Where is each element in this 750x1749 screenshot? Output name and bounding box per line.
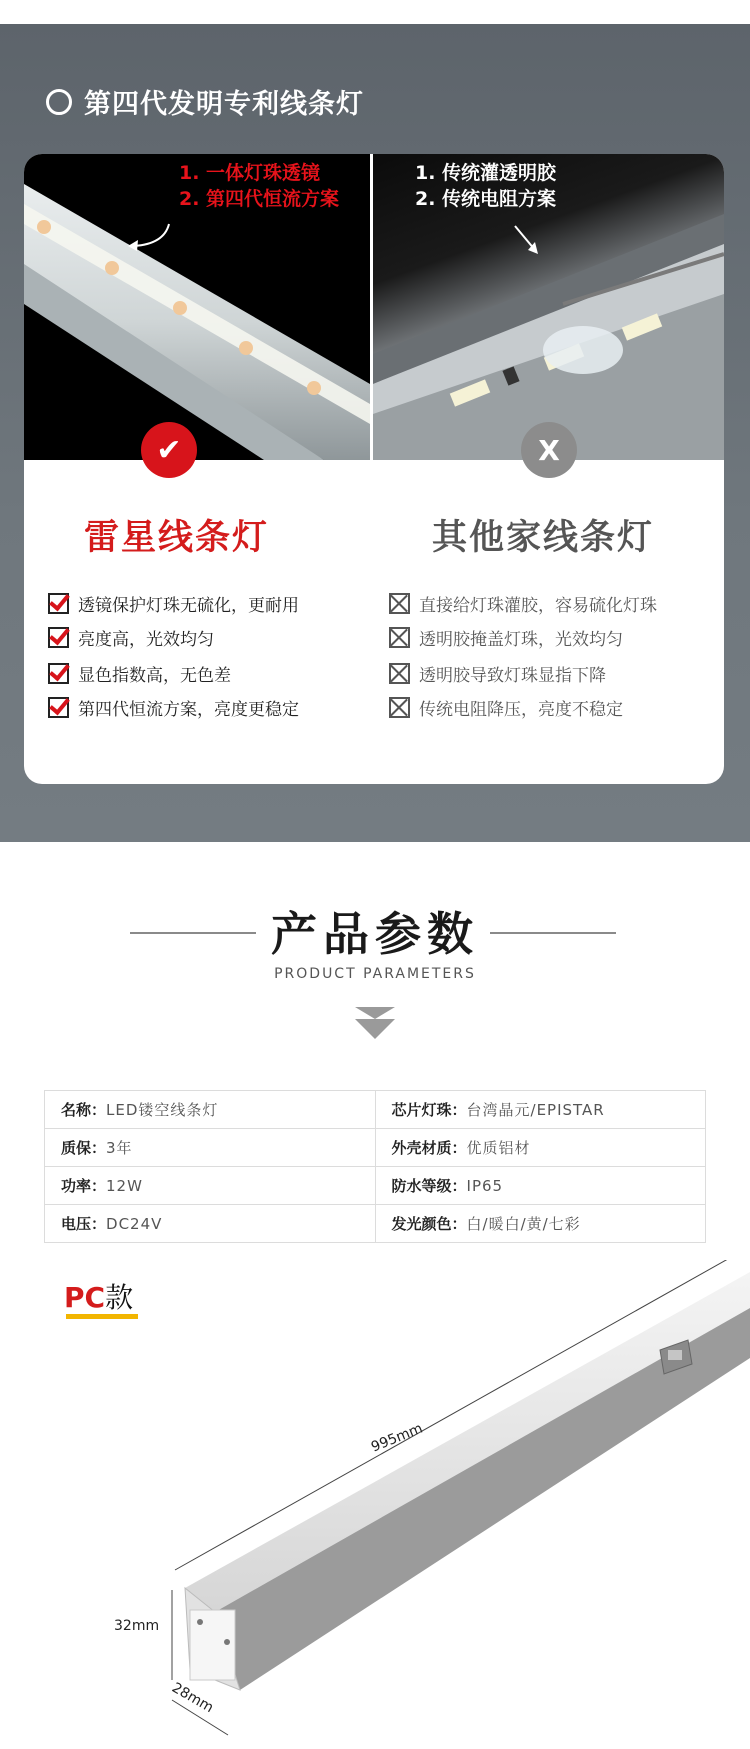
caption-others-line2: 2. 传统电阻方案 (415, 188, 557, 210)
feature-text: 透镜保护灯珠无硫化，更耐用 (78, 595, 299, 616)
dimension-length: 995mm (368, 1420, 426, 1456)
pc-model-label (64, 1276, 133, 1316)
checkbox-checked-icon (48, 593, 69, 614)
product-dimension-drawing (0, 1260, 750, 1749)
spec-value: 台湾晶元/EPISTAR (466, 1101, 605, 1119)
feature-item (48, 690, 299, 724)
spec-cell (45, 1091, 376, 1129)
spec-key: 功率： (61, 1177, 107, 1195)
feature-list-ours (48, 586, 299, 724)
spec-value: LED镂空线条灯 (106, 1101, 219, 1119)
product-photo-ours (24, 154, 370, 460)
spec-cell (45, 1205, 376, 1243)
checkbox-checked-icon (48, 663, 69, 684)
params-title: 产品参数 (271, 907, 479, 961)
spec-key: 电压： (61, 1215, 107, 1233)
x-badge-icon: X (521, 422, 577, 478)
feature-text: 传统电阻降压，亮度不稳定 (419, 699, 623, 720)
table-row (45, 1129, 706, 1167)
spec-cell (45, 1167, 376, 1205)
chevron-down-icon (353, 1005, 397, 1041)
comparison-section (0, 24, 750, 842)
params-subtitle: PRODUCT PARAMETERS (274, 966, 476, 982)
spec-value: 12W (106, 1177, 143, 1195)
feature-text: 透明胶掩盖灯珠，光效均匀 (419, 629, 623, 650)
dimension-height: 32mm (114, 1618, 160, 1634)
spec-key: 发光颜色： (391, 1215, 467, 1233)
feature-text: 显色指数高，无色差 (78, 665, 231, 686)
spec-value: DC24V (106, 1215, 163, 1233)
spec-key: 外壳材质： (391, 1139, 467, 1157)
spec-key: 名称： (61, 1101, 107, 1119)
spec-key: 防水等级： (391, 1177, 467, 1195)
pc-label-red: PC (64, 1281, 106, 1314)
checkbox-checked-icon (48, 627, 69, 648)
heading-others: 其他家线条灯 (432, 518, 655, 558)
table-row (45, 1167, 706, 1205)
checkbox-crossed-icon (389, 663, 410, 684)
spec-cell (45, 1129, 376, 1167)
spec-value: 白/暖白/黄/七彩 (466, 1215, 581, 1233)
feature-text: 透明胶导致灯珠显指下降 (419, 665, 606, 686)
caption-ours-line2: 2. 第四代恒流方案 (179, 188, 340, 210)
comparison-card (24, 154, 724, 784)
spec-cell (375, 1205, 706, 1243)
spec-value: IP65 (466, 1177, 504, 1195)
feature-item (389, 586, 657, 620)
table-row (45, 1091, 706, 1129)
caption-others (415, 160, 556, 212)
feature-text: 第四代恒流方案，亮度更稳定 (78, 699, 299, 720)
feature-item (389, 656, 657, 690)
spec-value: 优质铝材 (466, 1139, 531, 1157)
feature-list-others (389, 586, 657, 724)
caption-others-line1: 1. 传统灌透明胶 (415, 162, 557, 184)
feature-item (389, 690, 657, 724)
checkbox-checked-icon (48, 697, 69, 718)
label-underline (66, 1314, 138, 1319)
product-photo-others (373, 154, 724, 460)
feature-item (48, 656, 299, 690)
feature-text: 直接给灯珠灌胶，容易硫化灯珠 (419, 595, 657, 616)
spec-key: 质保： (61, 1139, 107, 1157)
spec-cell (375, 1167, 706, 1205)
feature-text: 亮度高，光效均匀 (78, 629, 214, 650)
caption-ours-line1: 1. 一体灯珠透镜 (179, 162, 321, 184)
feature-item (48, 586, 299, 620)
spec-table (44, 1090, 706, 1243)
spec-cell (375, 1091, 706, 1129)
spec-key: 芯片灯珠： (391, 1101, 467, 1119)
feature-item (48, 620, 299, 654)
check-badge-icon: ✔ (141, 422, 197, 478)
feature-item (389, 620, 657, 654)
checkbox-crossed-icon (389, 593, 410, 614)
spec-value: 3年 (106, 1139, 133, 1157)
pc-label-black: 款 (105, 1281, 134, 1314)
section-title-text: 第四代发明专利线条灯 (84, 89, 364, 120)
circle-icon (46, 89, 72, 115)
heading-ours: 雷星线条灯 (84, 518, 270, 558)
spec-cell (375, 1129, 706, 1167)
section-title (46, 82, 364, 121)
checkbox-crossed-icon (389, 697, 410, 718)
checkbox-crossed-icon (389, 627, 410, 648)
dimension-width: 28mm (169, 1679, 217, 1717)
table-row (45, 1205, 706, 1243)
caption-ours (179, 160, 339, 212)
